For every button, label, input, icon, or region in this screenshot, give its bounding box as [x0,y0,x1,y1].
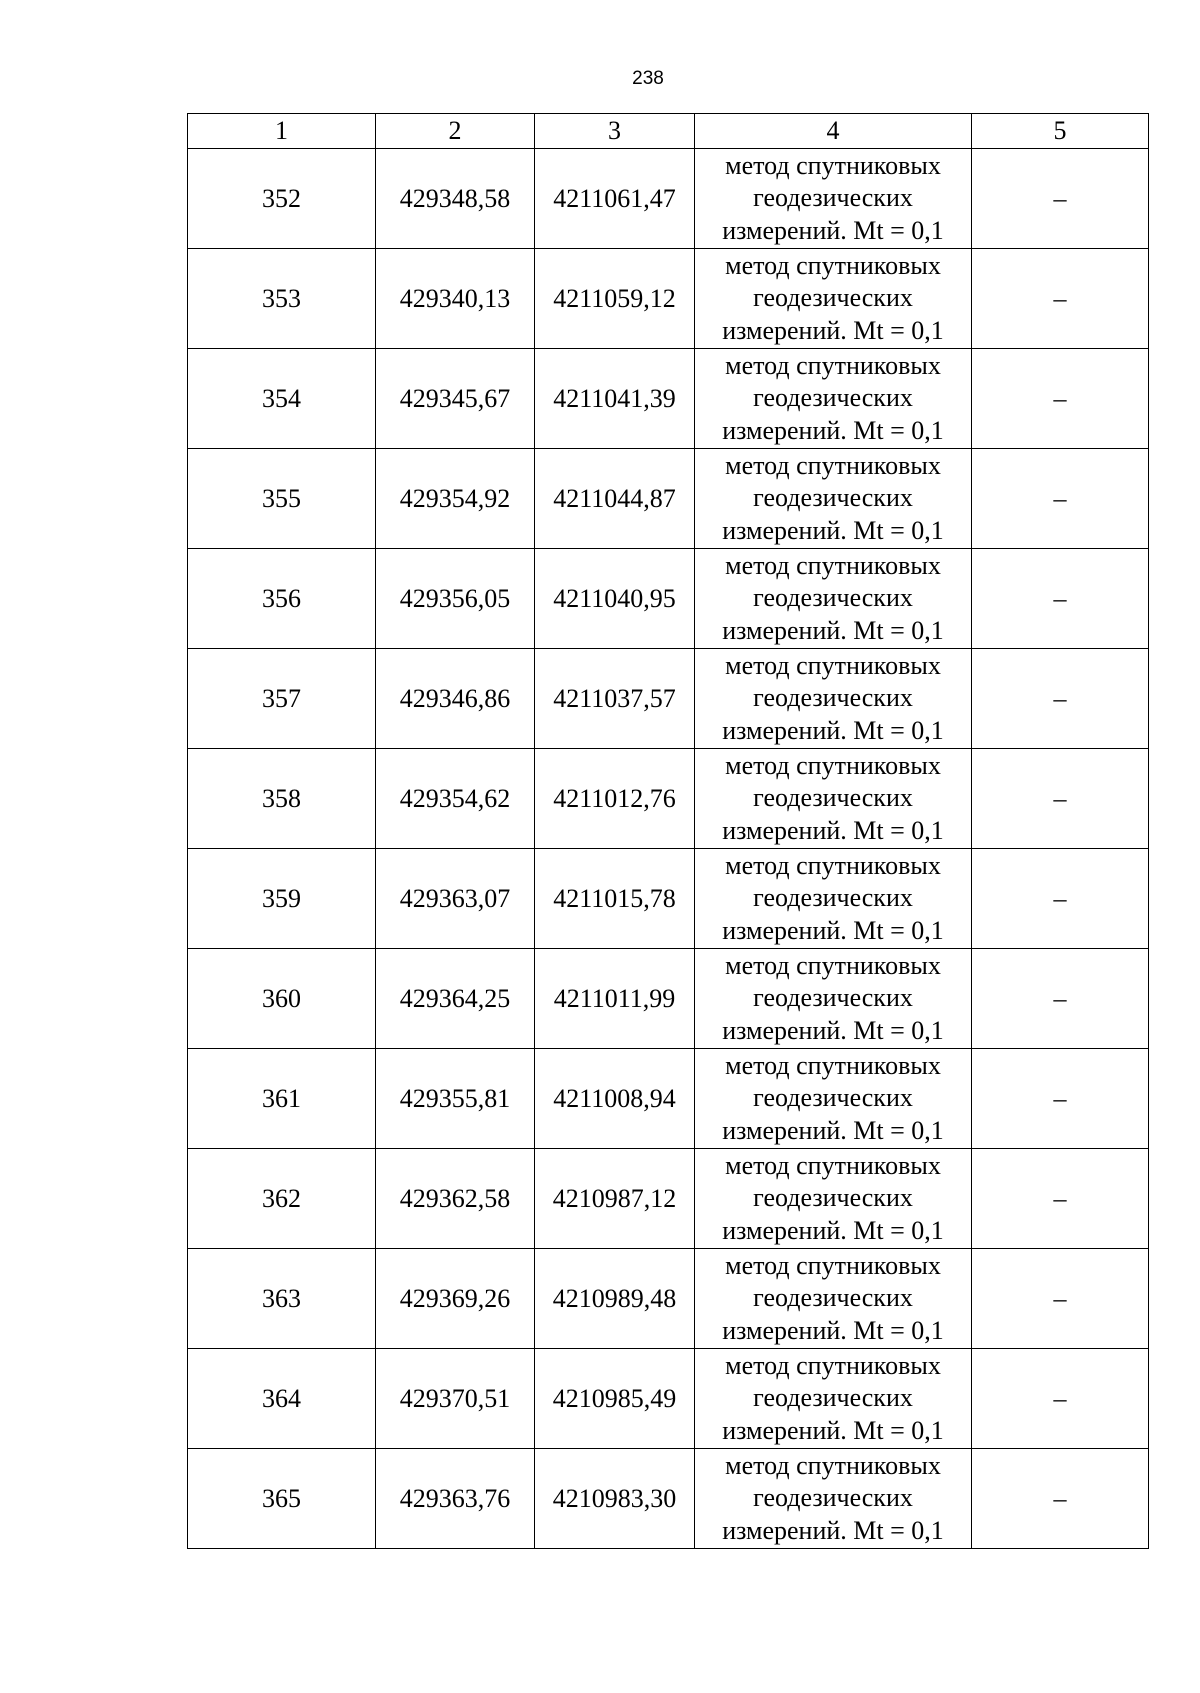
method-cell [695,849,972,949]
point-number-cell: 353 [188,249,376,349]
y-coordinate-cell: 4211008,94 [535,1049,695,1149]
note-cell: – [972,349,1149,449]
note-cell: – [972,1049,1149,1149]
method-cell [695,1249,972,1349]
y-coordinate-cell: 4211012,76 [535,749,695,849]
method-line: геодезических [753,483,913,513]
x-coordinate-cell: 429356,05 [376,549,535,649]
method-line: измерений. Mt = 0,1 [722,1115,944,1145]
x-coordinate-cell: 429346,86 [376,649,535,749]
table-row [188,1249,1149,1349]
note-cell: – [972,1449,1149,1549]
method-cell [695,749,972,849]
method-cell [695,149,972,249]
method-line: геодезических [753,383,913,413]
method-line: измерений. Mt = 0,1 [722,915,944,945]
method-cell [695,649,972,749]
y-coordinate-cell: 4210987,12 [535,1149,695,1249]
x-coordinate-cell: 429370,51 [376,1349,535,1449]
y-coordinate-cell: 4210985,49 [535,1349,695,1449]
header-col-1: 1 [188,114,376,149]
method-cell [695,949,972,1049]
table-row [188,1149,1149,1249]
point-number-cell: 360 [188,949,376,1049]
method-cell [695,249,972,349]
method-line: геодезических [753,183,913,213]
method-line: геодезических [753,1383,913,1413]
header-col-5: 5 [972,114,1149,149]
table-row [188,649,1149,749]
method-cell [695,449,972,549]
method-line: метод спутниковых [725,350,941,380]
method-line: измерений. Mt = 0,1 [722,1515,944,1545]
method-line: измерений. Mt = 0,1 [722,515,944,545]
x-coordinate-cell: 429354,62 [376,749,535,849]
method-line: геодезических [753,883,913,913]
x-coordinate-cell: 429355,81 [376,1049,535,1149]
method-line: геодезических [753,283,913,313]
point-number-cell: 352 [188,149,376,249]
point-number-cell: 354 [188,349,376,449]
x-coordinate-cell: 429363,76 [376,1449,535,1549]
method-line: метод спутниковых [725,650,941,680]
x-coordinate-cell: 429369,26 [376,1249,535,1349]
header-col-2: 2 [376,114,535,149]
x-coordinate-cell: 429362,58 [376,1149,535,1249]
method-line: метод спутниковых [725,1250,941,1280]
y-coordinate-cell: 4211015,78 [535,849,695,949]
method-line: измерений. Mt = 0,1 [722,1215,944,1245]
method-line: метод спутниковых [725,1350,941,1380]
table-row [188,1049,1149,1149]
method-line: геодезических [753,1183,913,1213]
table-row [188,349,1149,449]
point-number-cell: 365 [188,1449,376,1549]
y-coordinate-cell: 4211044,87 [535,449,695,549]
method-line: геодезических [753,1083,913,1113]
table-header-row [188,114,1149,149]
note-cell: – [972,749,1149,849]
x-coordinate-cell: 429363,07 [376,849,535,949]
method-line: измерений. Mt = 0,1 [722,215,944,245]
method-line: геодезических [753,683,913,713]
note-cell: – [972,1149,1149,1249]
point-number-cell: 363 [188,1249,376,1349]
method-cell [695,1449,972,1549]
y-coordinate-cell: 4211040,95 [535,549,695,649]
page-number: 238 [632,68,664,89]
header-col-4: 4 [695,114,972,149]
note-cell: – [972,249,1149,349]
point-number-cell: 355 [188,449,376,549]
method-line: метод спутниковых [725,950,941,980]
y-coordinate-cell: 4211037,57 [535,649,695,749]
table-row [188,449,1149,549]
method-line: метод спутниковых [725,1450,941,1480]
y-coordinate-cell: 4210989,48 [535,1249,695,1349]
x-coordinate-cell: 429345,67 [376,349,535,449]
table-row [188,249,1149,349]
x-coordinate-cell: 429348,58 [376,149,535,249]
method-line: метод спутниковых [725,1050,941,1080]
note-cell: – [972,649,1149,749]
y-coordinate-cell: 4210983,30 [535,1449,695,1549]
method-cell [695,549,972,649]
point-number-cell: 361 [188,1049,376,1149]
note-cell: – [972,849,1149,949]
method-line: измерений. Mt = 0,1 [722,1415,944,1445]
method-line: геодезических [753,983,913,1013]
method-line: геодезических [753,783,913,813]
table-row [188,1349,1149,1449]
point-number-cell: 364 [188,1349,376,1449]
method-cell [695,1149,972,1249]
method-line: измерений. Mt = 0,1 [722,315,944,345]
method-cell [695,1349,972,1449]
method-line: геодезических [753,1483,913,1513]
table-row [188,549,1149,649]
method-line: измерений. Mt = 0,1 [722,1015,944,1045]
method-line: метод спутниковых [725,850,941,880]
method-line: измерений. Mt = 0,1 [722,415,944,445]
x-coordinate-cell: 429340,13 [376,249,535,349]
table-row [188,749,1149,849]
method-line: метод спутниковых [725,1150,941,1180]
table-row [188,849,1149,949]
point-number-cell: 362 [188,1149,376,1249]
header-col-3: 3 [535,114,695,149]
point-number-cell: 357 [188,649,376,749]
y-coordinate-cell: 4211061,47 [535,149,695,249]
note-cell: – [972,949,1149,1049]
method-line: метод спутниковых [725,250,941,280]
x-coordinate-cell: 429354,92 [376,449,535,549]
note-cell: – [972,1249,1149,1349]
coordinates-table [187,113,1149,1549]
y-coordinate-cell: 4211041,39 [535,349,695,449]
y-coordinate-cell: 4211059,12 [535,249,695,349]
method-line: измерений. Mt = 0,1 [722,715,944,745]
point-number-cell: 358 [188,749,376,849]
note-cell: – [972,1349,1149,1449]
point-number-cell: 359 [188,849,376,949]
x-coordinate-cell: 429364,25 [376,949,535,1049]
note-cell: – [972,449,1149,549]
method-cell [695,1049,972,1149]
y-coordinate-cell: 4211011,99 [535,949,695,1049]
method-line: метод спутниковых [725,150,941,180]
note-cell: – [972,549,1149,649]
method-line: метод спутниковых [725,550,941,580]
method-line: измерений. Mt = 0,1 [722,1315,944,1345]
method-line: метод спутниковых [725,750,941,780]
method-line: измерений. Mt = 0,1 [722,815,944,845]
method-cell [695,349,972,449]
table-row [188,149,1149,249]
method-line: геодезических [753,583,913,613]
method-line: метод спутниковых [725,450,941,480]
table-row [188,949,1149,1049]
point-number-cell: 356 [188,549,376,649]
method-line: измерений. Mt = 0,1 [722,615,944,645]
note-cell: – [972,149,1149,249]
table-body [188,149,1149,1549]
method-line: геодезических [753,1283,913,1313]
table-row [188,1449,1149,1549]
